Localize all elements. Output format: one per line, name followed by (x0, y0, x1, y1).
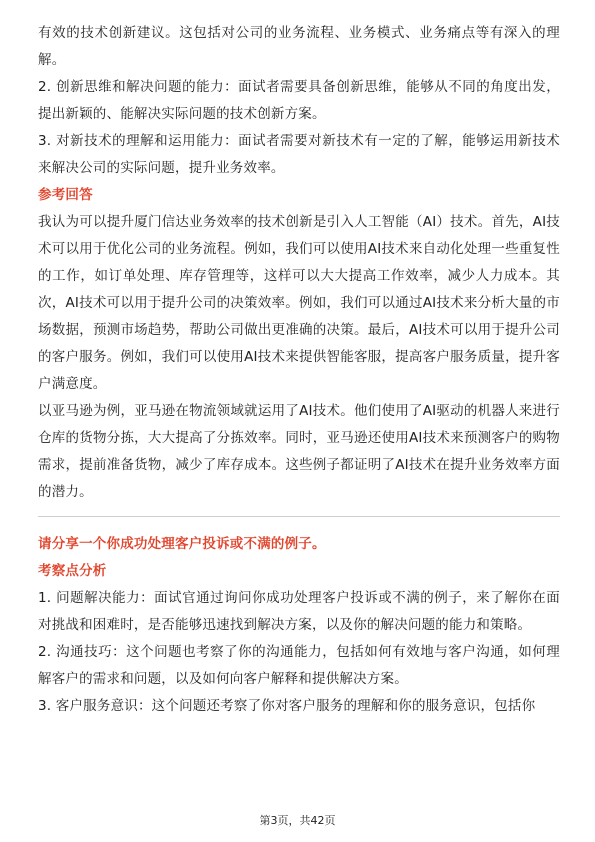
paragraph: 3. 对新技术的理解和运用能力：面试者需要对新技术有一定的了解，能够运用新技术来解决公司的实际问题，提升业务效率。 (38, 133, 560, 176)
paragraph: 2. 创新思维和解决问题的能力：面试者需要具备创新思维，能够从不同的角度出发，提出新颖的、能解决实际问题的技术创新方案。 (38, 79, 560, 122)
document-page (38, 20, 560, 720)
section-divider (38, 516, 560, 517)
analysis-heading: 考察点分析 (38, 563, 107, 579)
analysis-point: 1. 问题解决能力：面试官通过询问你成功处理客户投诉或不满的例子，来了解你在面对挑战和困难时，是否能够迅速找到解决方案，以及你的解决问题的能力和策略。 (38, 590, 560, 633)
analysis-point: 3. 客户服务意识：这个问题还考察了你对客户服务的理解和你的服务意识，包括你 (38, 698, 536, 714)
paragraph: 有效的技术创新建议。这包括对公司的业务流程、业务模式、业务痛点等有深入的理解。 (38, 25, 560, 68)
page-number: 第3页，共42页 (259, 814, 336, 827)
answer-paragraph: 我认为可以提升厦门信达业务效率的技术创新是引入人工智能（AI）技术。首先，AI技术可以用于优化公司的业务流程。例如，我们可以使用AI技术来自动化处理一些重复性的工作，如订单处理、库存管理等，这样可以大大提高工作效率，减少人力成本。其次，AI技术可以用于提升公司的决策效率。例如，我们可以通过AI技术来分析大量的市场数据，预测市场趋势，帮助公司做出更准确的决策。最后，AI技术可以用于提升公司的客户服务。例如，我们可以使用AI技术来提供智能客服，提高客户服务质量，提升客户满意度。 (38, 214, 560, 392)
question-title: 请分享一个你成功处理客户投诉或不满的例子。 (38, 536, 326, 552)
analysis-point: 2. 沟通技巧：这个问题也考察了你的沟通能力，包括如何有效地与客户沟通，如何理解客户的需求和问题，以及如何向客户解释和提供解决方案。 (38, 644, 560, 687)
answer-heading: 参考回答 (38, 187, 93, 203)
answer-paragraph: 以亚马逊为例，亚马逊在物流领域就运用了AI技术。他们使用了AI驱动的机器人来进行仓库的货物分拣，大大提高了分拣效率。同时，亚马逊还使用AI技术来预测客户的购物需求，提前准备货物，减少了库存成本。这些例子都证明了AI技术在提升业务效率方面的潜力。 (38, 403, 560, 500)
